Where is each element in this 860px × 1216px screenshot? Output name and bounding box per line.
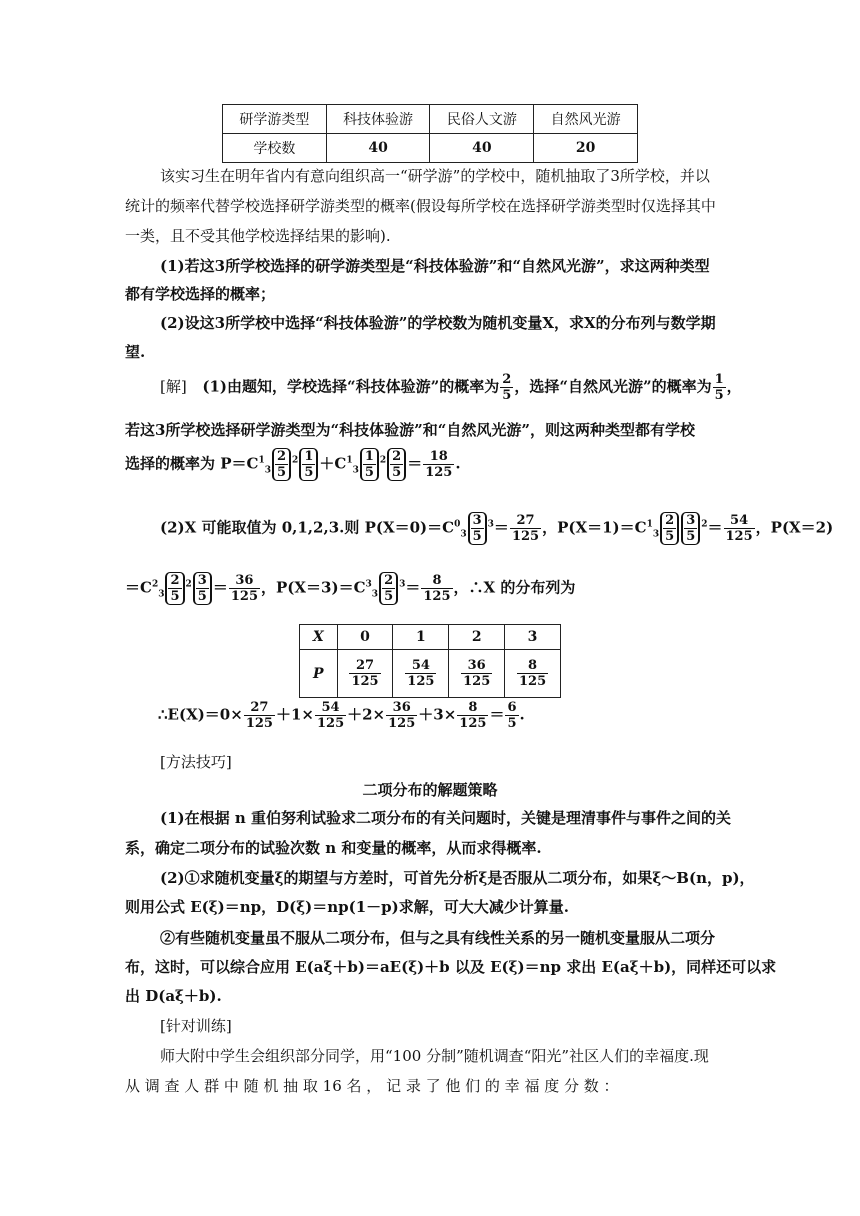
table-cell: 40 xyxy=(430,134,534,163)
research-trip-table xyxy=(222,104,638,163)
fraction-one-fifth: $\frac{1}{5}$ xyxy=(714,372,724,403)
method-line: ②有些随机变量虽不服从二项分布，但与之具有线性关系的另一随机变量服从二项分 xyxy=(160,929,716,947)
formula-prefix: ∴E(X)＝0× xyxy=(158,705,243,724)
table-cell: 20 xyxy=(534,134,638,163)
formula-part: ∴X 的分布列为 xyxy=(468,578,576,597)
table-p-value: $\frac{54}{125}$ xyxy=(393,650,449,698)
table-x-value: 1 xyxy=(393,625,449,650)
formula-part: P(X＝1)＝ xyxy=(557,518,635,537)
question-1: (1)若这3所学校选择的研学游类型是“科技体验游”和“自然风光游”，求这两种类型 xyxy=(160,257,710,275)
problem-line: 统计的频率代替学校选择研学游类型的概率(假设每所学校在选择研学游类型时仅选择其中 xyxy=(125,197,716,215)
fraction-result: $\frac{18}{125}$ xyxy=(425,449,453,480)
table-p-label: P xyxy=(300,650,338,698)
fraction-two-fifths: $\frac{2}{5}$ xyxy=(502,372,512,403)
solution-text: ，选择“自然风光游”的概率为 xyxy=(514,377,712,396)
formula-part: P(X＝2) xyxy=(770,518,834,537)
method-title: 二项分布的解题策略 xyxy=(362,781,498,799)
table-p-value: $\frac{8}{125}$ xyxy=(505,650,561,698)
table-header: 自然风光游 xyxy=(534,105,638,134)
expectation-formula: ∴E(X)＝0× $\frac{27}{125}$ ＋1× $\frac{54}{125}$ ＋2× $\frac{36}{125}$ ＋3× $\frac{8}{125}$ ＝ $\frac{6}{5}$ . xyxy=(158,700,525,731)
probability-formula: 选择的概率为 $P=C^1_3$ $\frac{2}{5}$ $^2$ $\frac{1}{5}$ $+C^1_3$ $\frac{1}{5}$ $^2$ $\frac{2}{5}$ ＝ $\frac{18}{125}$ . xyxy=(125,449,461,480)
method-label: [方法技巧] xyxy=(160,753,232,771)
method-line: 系，确定二项分布的试验次数 n 和变量的概率，从而求得概率. xyxy=(125,839,542,857)
method-line: (1)在根据 n 重伯努利试验求二项分布的有关问题时，关键是理清事件与事件之间的关 xyxy=(160,809,731,827)
table-header: 科技体验游 xyxy=(326,105,430,134)
table-x-value: 0 xyxy=(337,625,393,650)
table-x-value: 3 xyxy=(505,625,561,650)
distribution-table xyxy=(299,624,561,698)
distribution-line-2: $=C^2_3$ $\frac{2}{5}$ $^2$ $\frac{3}{5}$ ＝ $\frac{36}{125}$ ，$P(X=3)=C^3_3$ $\frac{2}{5}$ $^3$＝ $\frac{8}{125}$ ，∴X 的分布列为 xyxy=(125,573,576,604)
method-line: (2)①求随机变量ξ的期望与方差时，可首先分析ξ是否服从二项分布，如果ξ～B(n，p)， xyxy=(160,869,755,887)
table-p-value: $\frac{27}{125}$ xyxy=(337,650,393,698)
problem-line: 该实习生在明年省内有意向组织高一“研学游”的学校中，随机抽取了3所学校，并以 xyxy=(160,167,710,185)
table-x-value: 2 xyxy=(449,625,505,650)
solution-line-1: [解] (1)由题知，学校选择“科技体验游”的概率为 $\frac{2}{5}$ ，选择“自然风光游”的概率为 $\frac{1}{5}$ ， xyxy=(160,372,742,403)
solution-line-2: 若这3所学校选择研学游类型为“科技体验游”和“自然风光游”，则这两种类型都有学校 xyxy=(125,421,695,439)
question-1-cont: 都有学校选择的概率； xyxy=(125,285,276,303)
formula-prefix: (2)X 可能取值为 0,1,2,3.则 P(X＝0)＝ xyxy=(160,518,443,537)
table-p-value: $\frac{36}{125}$ xyxy=(449,650,505,698)
question-2: (2)设这3所学校中选择“科技体验游”的学校数为随机变量X，求X的分布列与数学期 xyxy=(160,314,716,332)
table-x-label: X xyxy=(300,625,338,650)
solution-label: [解] xyxy=(160,377,187,396)
table-header: 民俗人文游 xyxy=(430,105,534,134)
formula-part: P(X＝3)＝ xyxy=(276,578,354,597)
training-label: [针对训练] xyxy=(160,1017,232,1035)
formula-prefix: 选择的概率为 P＝ xyxy=(125,454,247,473)
method-line: 布，这时，可以综合应用 E(aξ＋b)＝aE(ξ)＋b 以及 E(ξ)＝np 求出 E(aξ＋b)，同样还可以求 xyxy=(125,958,777,976)
problem-line: 一类，且不受其他学校选择结果的影响). xyxy=(125,227,391,245)
table-cell: 40 xyxy=(326,134,430,163)
training-line: 从 调 查 人 群 中 随 机 抽 取 16 名 ， 记 录 了 他 们 的 幸 福 度 分 数 ： xyxy=(125,1077,619,1095)
distribution-line-1: (2)X 可能取值为 0,1,2,3.则 $P(X=0)=C^0_3$ $\frac{3}{5}$ $^3$＝ $\frac{27}{125}$ ，$P(X=1)=C^1_3$ $\frac{2}{5}$ $\frac{3}{5}$ $^2$＝ $\frac{54}{125}$ ，P(X＝2) xyxy=(160,513,834,544)
method-line: 出 D(aξ＋b). xyxy=(125,987,222,1005)
table-header: 研学游类型 xyxy=(223,105,327,134)
table-row-label: 学校数 xyxy=(223,134,327,163)
training-line: 师大附中学生会组织部分同学，用“100 分制”随机调查“阳光”社区人们的幸福度.现 xyxy=(160,1047,709,1065)
method-line: 则用公式 E(ξ)＝np，D(ξ)＝np(1－p)求解，可大大减少计算量. xyxy=(125,898,569,916)
solution-text: (1)由题知，学校选择“科技体验游”的概率为 xyxy=(202,377,500,396)
question-2-cont: 望. xyxy=(125,343,146,361)
